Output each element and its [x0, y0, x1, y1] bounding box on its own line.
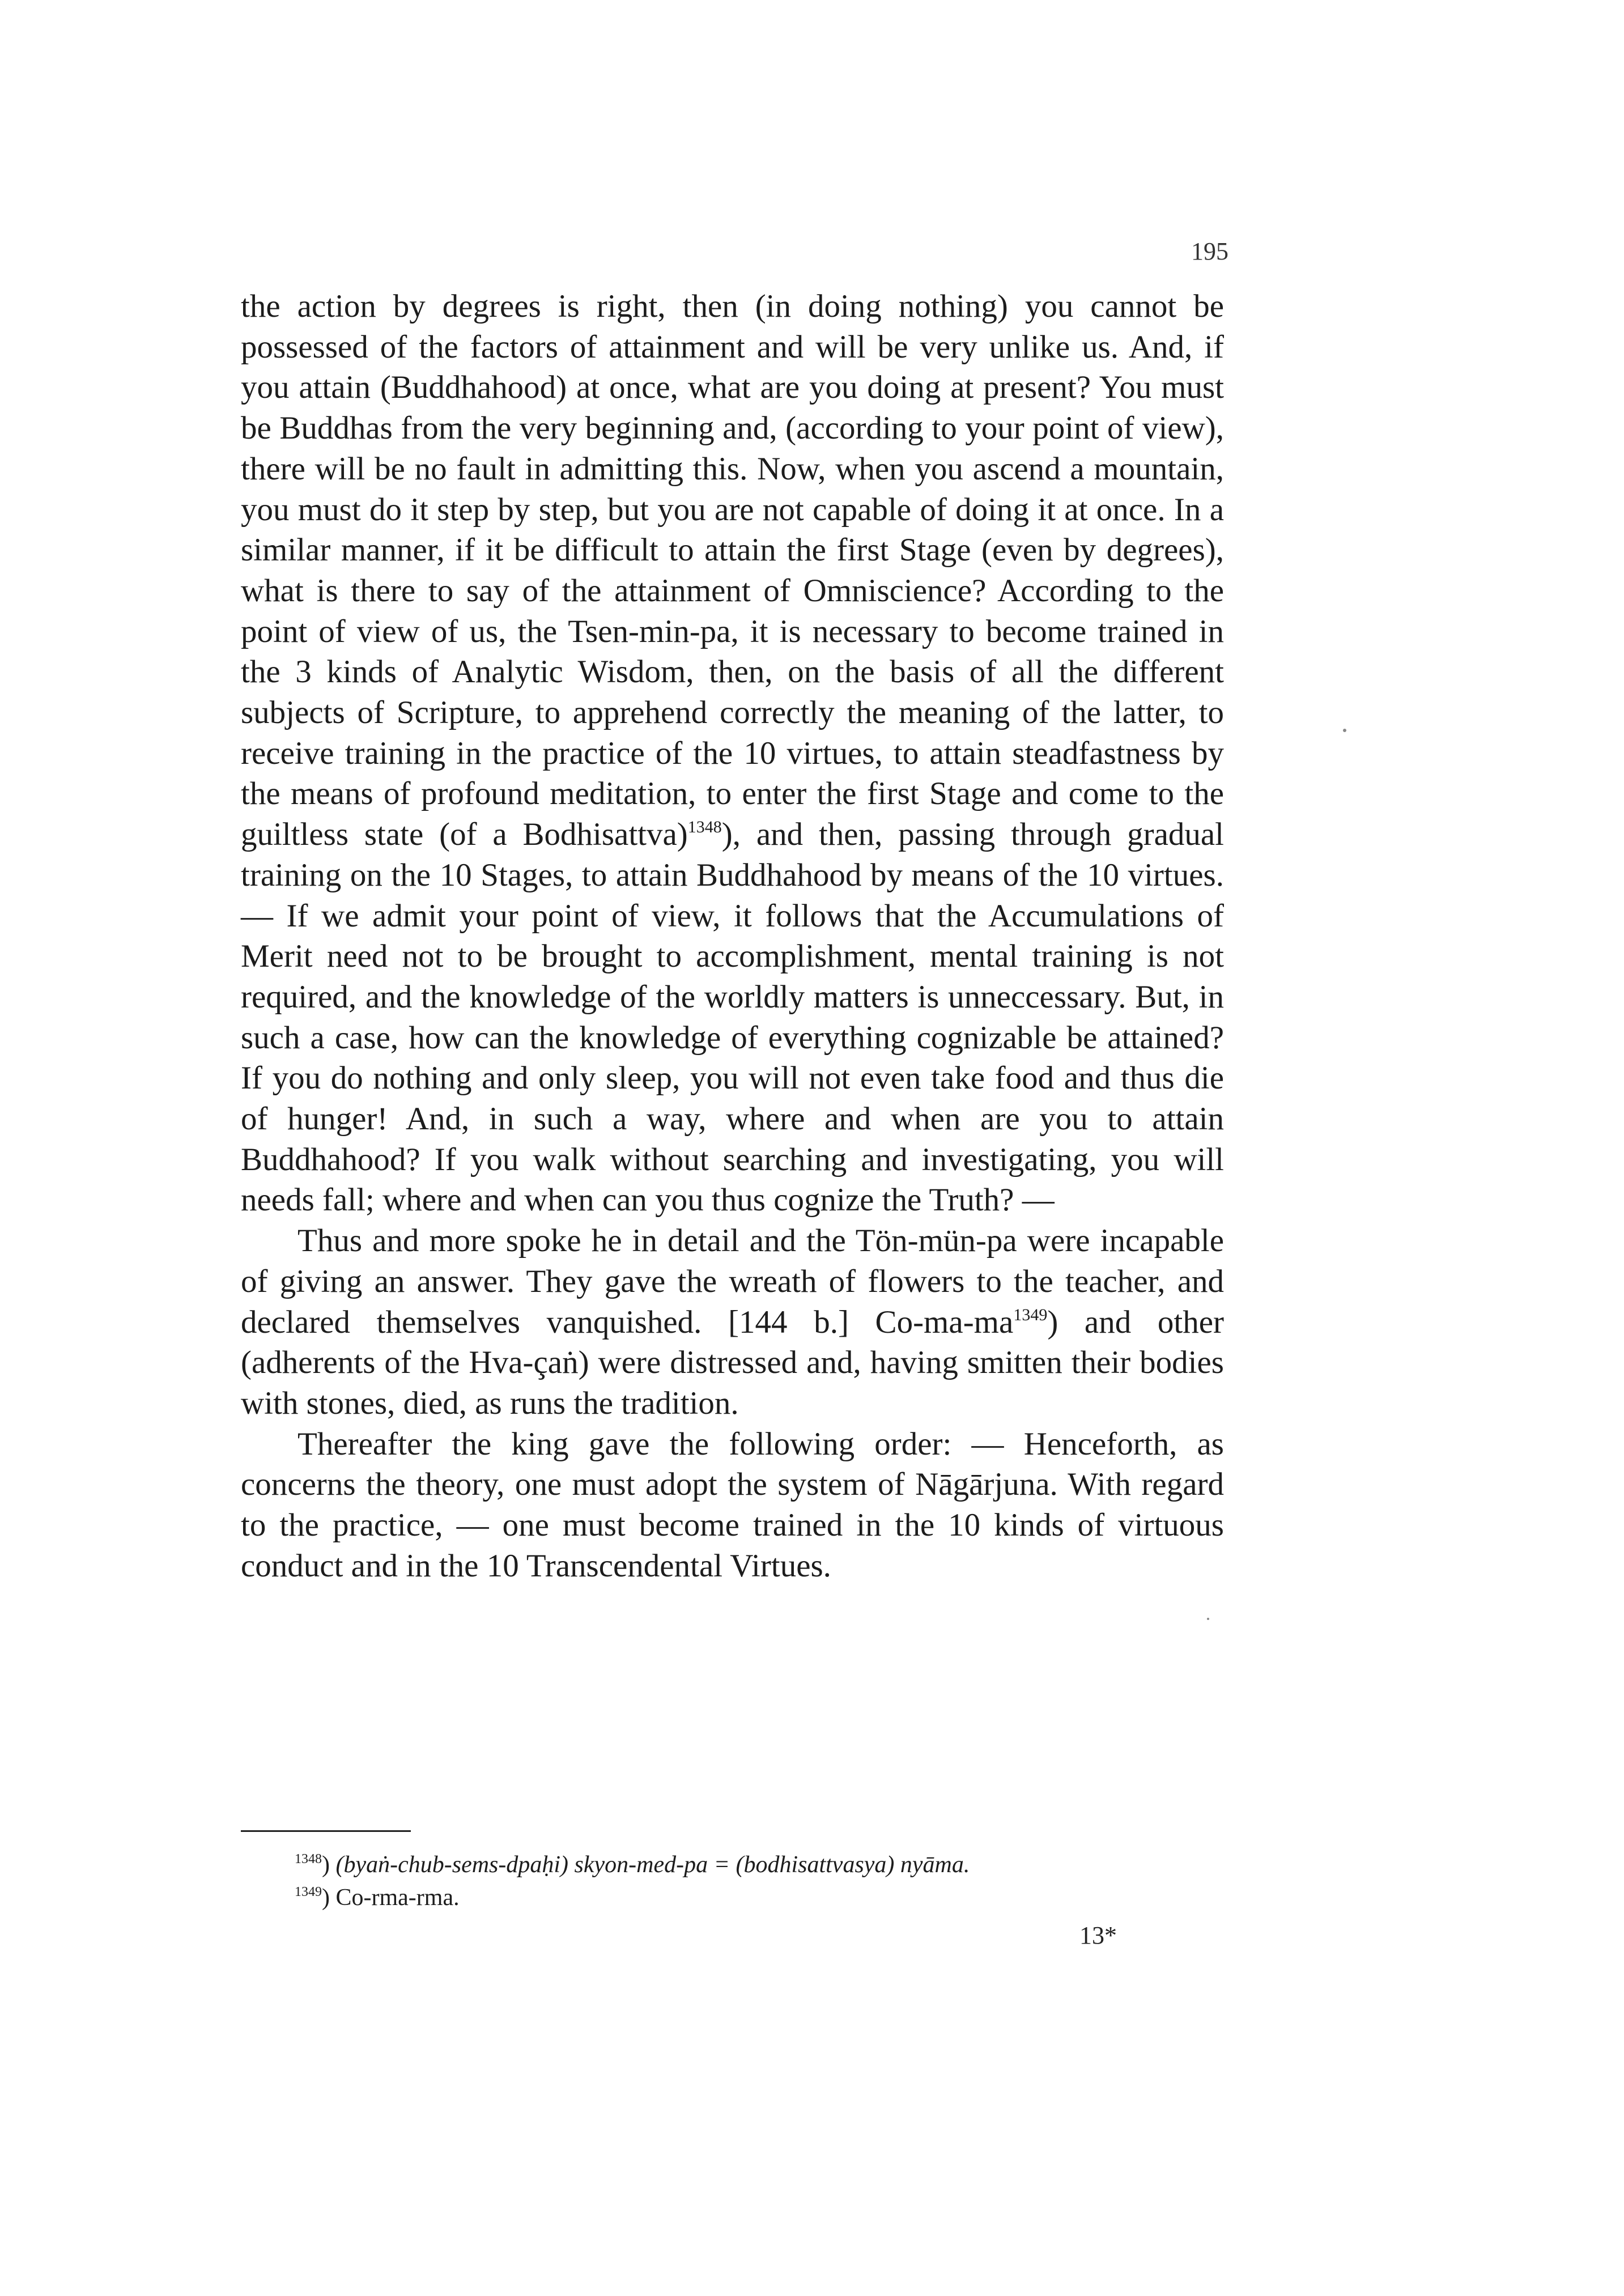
paragraph-1-text-b: ), and then, passing through gradual training on the 10 Stages, to attain Buddhahood by means of the 10 virtues. — If we admit your point of view, it follows that the Accumulations of Merit need not to be brought to accomplishment, mental training is not required, and the knowledge of the worldly matters is unneccessary. But, in such a case, how can the knowledge of everything cognizable be attained? If you do nothing and only sleep, you will not even take food and thus die of hunger! And, in such a way, where and when are you to attain Buddhahood? If you walk without searching and investigating, you will needs fall; where and when can you thus cognize the Truth? —	[241, 817, 1225, 1218]
paragraph-2-text-a: Thus and more spoke he in detail and the Tön-mün-pa were incapable of giving an answer. They gave the wreath of flowers to the teacher, and declared themselves vanquished. [144 b.] Co-ma-ma	[241, 1223, 1224, 1340]
paragraph-1	[241, 286, 1224, 1221]
paragraph-3	[241, 1424, 1224, 1587]
signature-mark: 13*	[1079, 1921, 1117, 1949]
paragraph-2	[241, 1221, 1224, 1424]
scan-speck	[1343, 729, 1346, 732]
page-number: 195	[1191, 237, 1228, 265]
footnote-ref-1349: 1349	[1013, 1305, 1048, 1324]
footnote-1348	[295, 1848, 1224, 1881]
footnote-mark-close: )	[322, 1885, 330, 1911]
footnote-ref-1348: 1348	[687, 818, 722, 837]
paragraph-2-text-b: ) and other (adherents of the Hva-çaṅ) were distressed and, having smitten their bodies with stones, died, as runs the tradition.	[241, 1304, 1224, 1421]
footnote-text: Co-rma-rma.	[335, 1885, 460, 1911]
paragraph-1-text-a: the action by degrees is right, then (in doing nothing) you cannot be possessed of the factors of attainment and will be very unlike us. And, if you attain (Buddhahood) at once, what are you doing at present? You must be Buddhas from the very beginning and, (according to your point of view), there will be no fault in admitting this. Now, when you ascend a mountain, you must do it step by step, but you are not capable of doing it at once. In a similar manner, if it be difficult to attain the first Stage (even by degrees), what is there to say of the attainment of Omniscience? According to the point of view of us, the Tsen-min-pa, it is necessary to become trained in the 3 kinds of Analytic Wisdom, then, on the basis of all the different subjects of Scripture, to apprehend correctly the meaning of the latter, to receive training in the practice of the 10 virtues, to attain steadfastness by the means of profound meditation, to enter the first Stage and come to the guiltless state (of a Bodhisattva)	[241, 288, 1224, 853]
footnote-mark: 1349	[295, 1885, 322, 1899]
footnote-divider	[241, 1830, 411, 1832]
paragraph-3-text: Thereafter the king gave the following order: — Henceforth, as concerns the theory, one must adopt the system of Nāgārjuna. With regard to the practice, — one must become trained in the 10 kinds of virtuous conduct and in the 10 Transcendental Virtues.	[241, 1426, 1224, 1584]
scan-speck	[1207, 1618, 1209, 1620]
footnote-1349	[295, 1881, 1224, 1914]
footnote-mark-close: )	[322, 1852, 330, 1878]
body-text	[241, 286, 1224, 1587]
footnote-text: (byaṅ-chub-sems-dpaḥi) skyon-med-pa = (bodhisattvasya) nyāma.	[335, 1852, 970, 1878]
footnotes	[295, 1848, 1224, 1914]
footnote-mark: 1348	[295, 1852, 322, 1866]
